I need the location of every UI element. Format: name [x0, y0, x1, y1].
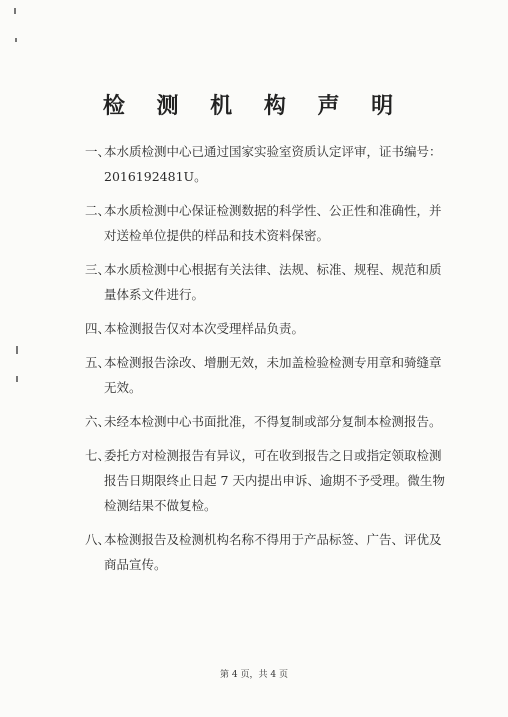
statement-item [0, 257, 508, 307]
statement-item [0, 527, 508, 577]
item-text: 本检测报告及检测机构名称不得用于产品标签、广告、评优及商品宣传。 [104, 532, 442, 572]
page-number: 第 4 页，共 4 页 [220, 670, 288, 680]
item-text: 本检测报告仅对本次受理样品负责。 [104, 321, 305, 336]
item-text: 本水质检测中心根据有关法律、法规、标准、规程、规范和质量体系文件进行。 [104, 262, 442, 302]
statement-item [0, 139, 508, 189]
item-text: 本检测报告涂改、增删无效，未加盖检验检测专用章和骑缝章无效。 [104, 355, 442, 395]
statement-item [0, 198, 508, 248]
item-number: 二、 [85, 203, 111, 218]
document-title: 检 测 机 构 声 明 [102, 93, 406, 119]
item-number: 八、 [85, 532, 111, 547]
item-text: 本水质检测中心已通过国家实验室资质认定评审，证书编号：2016192481U。 [104, 144, 442, 184]
statement-item [0, 409, 508, 434]
item-text: 委托方对检测报告有异议，可在收到报告之日或指定领取检测报告日期限终止日起 7 天内提出申诉、逾期不予受理。微生物检测结果不做复检。 [104, 448, 445, 513]
item-number: 三、 [85, 262, 111, 277]
statement-item [0, 443, 508, 518]
scan-mark [15, 38, 17, 42]
item-number: 五、 [85, 355, 111, 370]
statement-item [0, 350, 508, 400]
item-text: 本水质检测中心保证检测数据的科学性、公正性和准确性，并对送检单位提供的样品和技术资料保密。 [104, 203, 442, 243]
item-number: 四、 [85, 321, 111, 336]
item-number: 七、 [85, 448, 111, 463]
item-number: 一、 [85, 144, 111, 159]
statement-list [0, 139, 508, 586]
item-number: 六、 [85, 414, 111, 429]
scan-mark [14, 8, 16, 14]
item-text: 未经本检测中心书面批准，不得复制或部分复制本检测报告。 [104, 414, 442, 429]
statement-item [0, 316, 508, 341]
